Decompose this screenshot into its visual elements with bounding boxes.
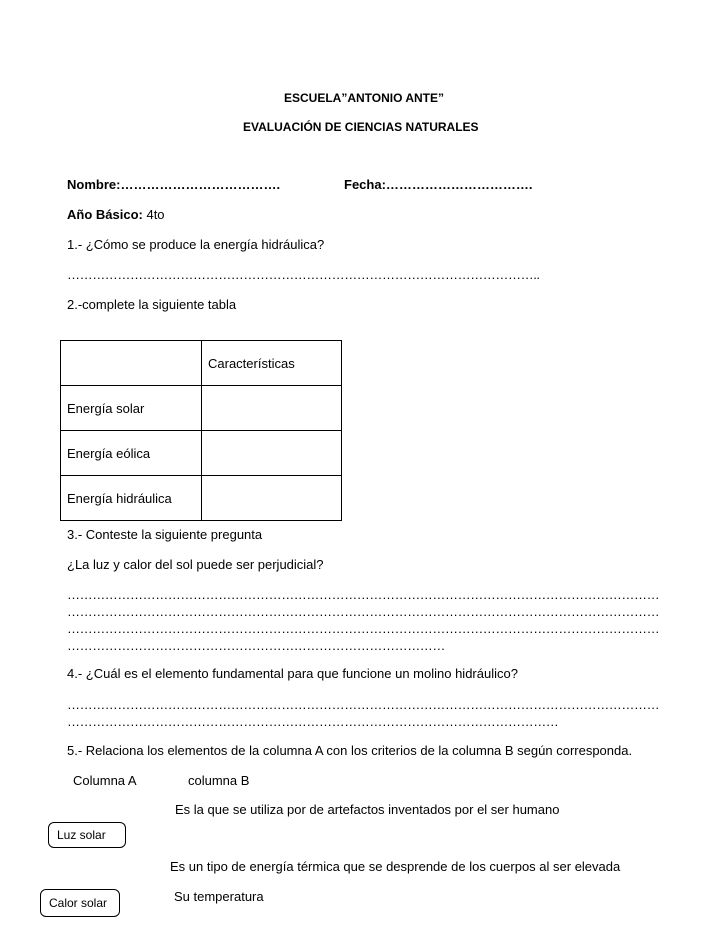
table-row [61,431,342,476]
table-row-label: Energía hidráulica [61,476,202,521]
element-box-calor-solar[interactable]: Calor solar [40,889,120,917]
question-2: 2.-complete la siguiente tabla [67,297,237,312]
characteristics-table [60,340,342,521]
column-b-header: columna B [188,773,250,788]
date-field: Fecha:……………………………. [344,177,533,192]
exam-title: EVALUACIÓN DE CIENCIAS NATURALES [243,120,479,134]
table-header-row [61,341,342,386]
table-header-cell: Características [202,341,342,386]
table-row-label: Energía solar [61,386,202,431]
column-a-header: Columna A [73,773,137,788]
grade-value: 4to [146,207,165,222]
table-row [61,386,342,431]
table-row [61,476,342,521]
question-1: 1.- ¿Cómo se produce la energía hidráulica? [67,237,325,252]
table-row-label: Energía eólica [61,431,202,476]
table-answer-cell[interactable] [202,386,342,431]
table-answer-cell[interactable] [202,431,342,476]
answer-line-4b: ……………………………………………………………………………………………………… [67,714,559,729]
answer-line-3b: …………………………………………………………………………………………………………………………… [67,604,660,619]
school-title: ESCUELA”ANTONIO ANTE” [284,91,445,105]
table-header-cell-empty [61,341,202,386]
answer-line-3a: …………………………………………………………………………………………………………………………… [67,587,660,602]
table-answer-cell[interactable] [202,476,342,521]
question-3: ¿La luz y calor del sol puede ser perjudicial? [67,557,324,572]
criterion-2: Es un tipo de energía térmica que se desprende de los cuerpos al ser elevada [170,859,621,874]
question-3-instruction: 3.- Conteste la siguiente pregunta [67,527,263,542]
question-4: 4.- ¿Cuál es el elemento fundamental para que funcione un molino hidráulico? [67,666,518,681]
answer-line-3c: …………………………………………………………………………………………………………………………… [67,621,660,636]
answer-line-4a: …………………………………………………………………………………………………………………………… [67,697,660,712]
grade-line [67,207,165,223]
answer-line-3d: ……………………………………………………………………………… [67,638,446,653]
question-5: 5.- Relaciona los elementos de la columna A con los criterios de la columna B según corresponda. [67,743,633,758]
grade-label: Año Básico: [67,207,143,222]
name-field: Nombre:………………………………. [67,177,281,192]
criterion-1: Es la que se utiliza por de artefactos inventados por el ser humano [175,802,560,817]
criterion-3: Su temperatura [174,889,264,904]
element-box-luz-solar[interactable]: Luz solar [48,822,126,848]
answer-line-1: ………………………………………………………………………………………………….. [67,267,540,282]
